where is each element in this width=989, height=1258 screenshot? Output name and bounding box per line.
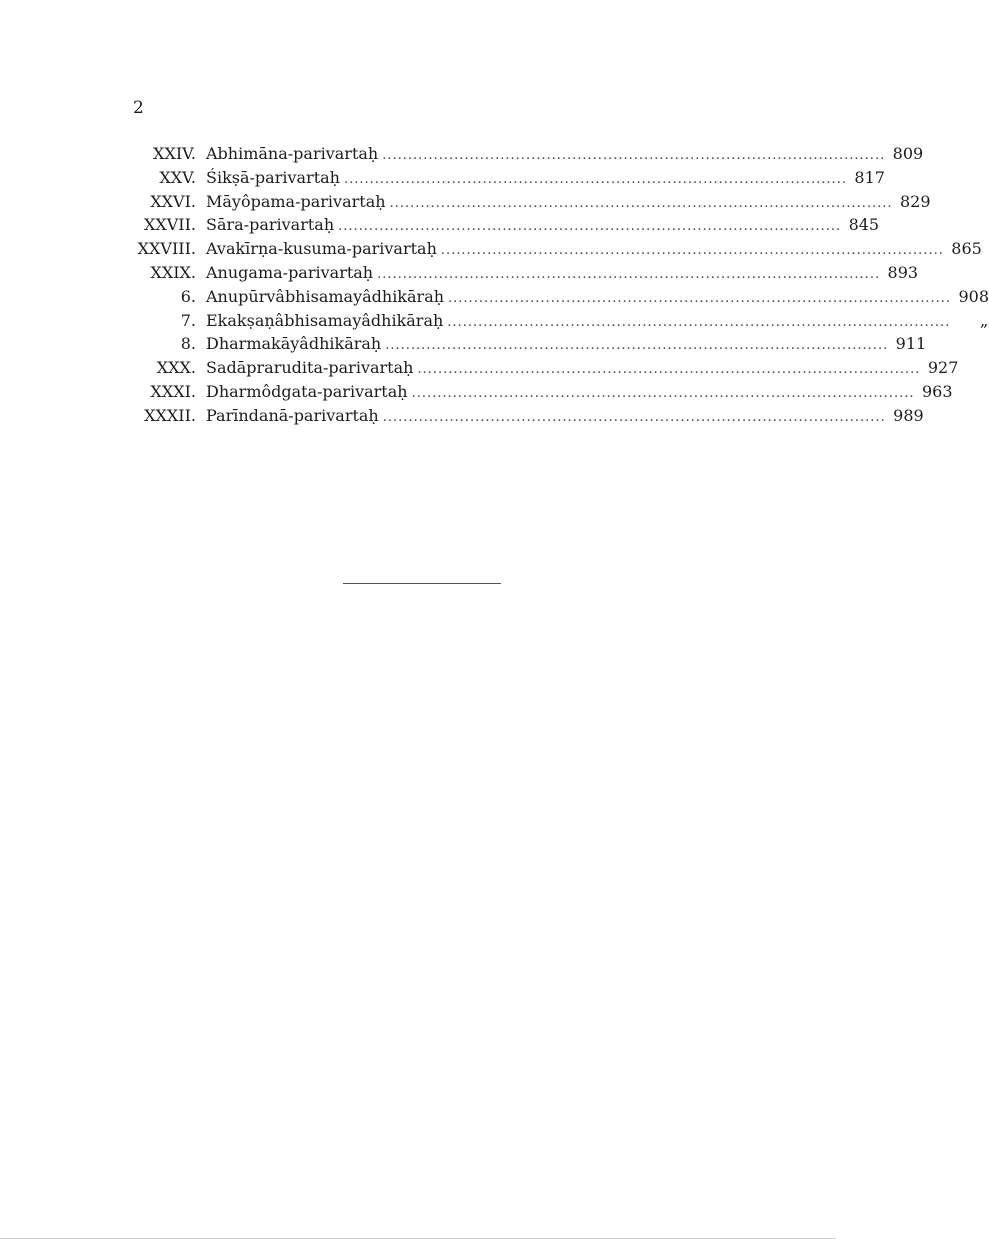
toc-leader-dots: .................................................................................................. [338,219,842,235]
toc-entry [118,309,989,333]
toc-title: Śikṣā-parivartaḥ [206,167,340,187]
toc-leader-dots: .................................................................................................. [377,266,881,282]
toc-numeral: XXIV. [153,144,196,163]
toc-leader-dots: .................................................................................................. [448,290,951,306]
toc-leader-dots: .................................................................................................. [417,362,921,378]
toc-numeral: 8. [180,334,196,354]
table-of-contents [118,142,989,428]
toc-page-number: 989 [893,405,924,425]
page-bottom-edge [0,1238,836,1239]
toc-page-number: 963 [922,381,953,401]
toc-leader-dots: .................................................................................................. [389,195,893,211]
toc-page-number: 865 [951,239,982,259]
toc-title: Anugama-parivartaḥ [206,262,374,282]
toc-title: Dharmôdgata-parivartaḥ [206,381,408,401]
toc-numeral: XXX. [156,358,196,378]
toc-entry [118,142,924,166]
toc-entry [118,190,931,214]
toc-numeral: XXVIII. [137,239,196,259]
toc-numeral: XXVII. [143,215,196,235]
toc-page-number: 908 [958,286,989,306]
toc-leader-dots: .................................................................................................. [382,148,886,163]
toc-entry [118,285,989,309]
toc-numeral: XXXII. [144,405,196,425]
toc-entry [118,261,919,285]
toc-leader-dots: .................................................................................................. [343,171,847,187]
toc-numeral: XXXI. [150,381,196,401]
toc-title: Abhimāna-parivartaḥ [206,144,379,163]
page-number: 2 [133,98,144,118]
toc-leader-dots: .................................................................................................. [411,385,915,401]
toc-title: Māyôpama-parivartaḥ [206,191,386,211]
toc-numeral: 6. [180,286,196,306]
toc-page-number: 845 [848,215,880,235]
toc-entry [118,166,885,190]
toc-numeral: XXV. [159,167,196,187]
toc-title: Sadāprarudita-parivartaḥ [206,358,414,378]
toc-numeral: XXIX. [150,262,196,282]
toc-page-number: 911 [895,334,927,354]
toc-title: Anupūrvâbhisamayâdhikāraḥ [206,286,445,306]
toc-page-number: 893 [887,262,919,282]
toc-entry [118,213,880,237]
toc-entry [118,380,953,404]
toc-leader-dots: .................................................................................................. [385,338,889,354]
section-divider [343,583,501,584]
toc-page-number: „ [979,310,989,330]
toc-page-number: 927 [927,358,959,378]
toc-page-number: 817 [854,167,885,187]
toc-numeral: 7. [180,310,196,330]
toc-entry [118,237,982,261]
toc-title: Avakīrṇa-kusuma-parivartaḥ [206,239,437,259]
toc-page-number: 809 [892,144,924,163]
toc-entry [118,404,924,428]
toc-page-number: 829 [899,191,931,211]
toc-title: Dharmakāyâdhikāraḥ [206,334,382,354]
toc-numeral: XXVI. [150,191,196,211]
toc-leader-dots: .................................................................................................. [447,314,951,330]
toc-title: Sāra-parivartaḥ [206,215,335,235]
toc-title: Parīndanā-parivartaḥ [206,405,379,425]
toc-entry [118,332,927,356]
toc-leader-dots: .................................................................................................. [440,243,944,259]
toc-title: Ekakṣaṇâbhisamayâdhikāraḥ [206,310,444,330]
toc-leader-dots: .................................................................................................. [382,409,886,425]
toc-entry [118,356,959,380]
